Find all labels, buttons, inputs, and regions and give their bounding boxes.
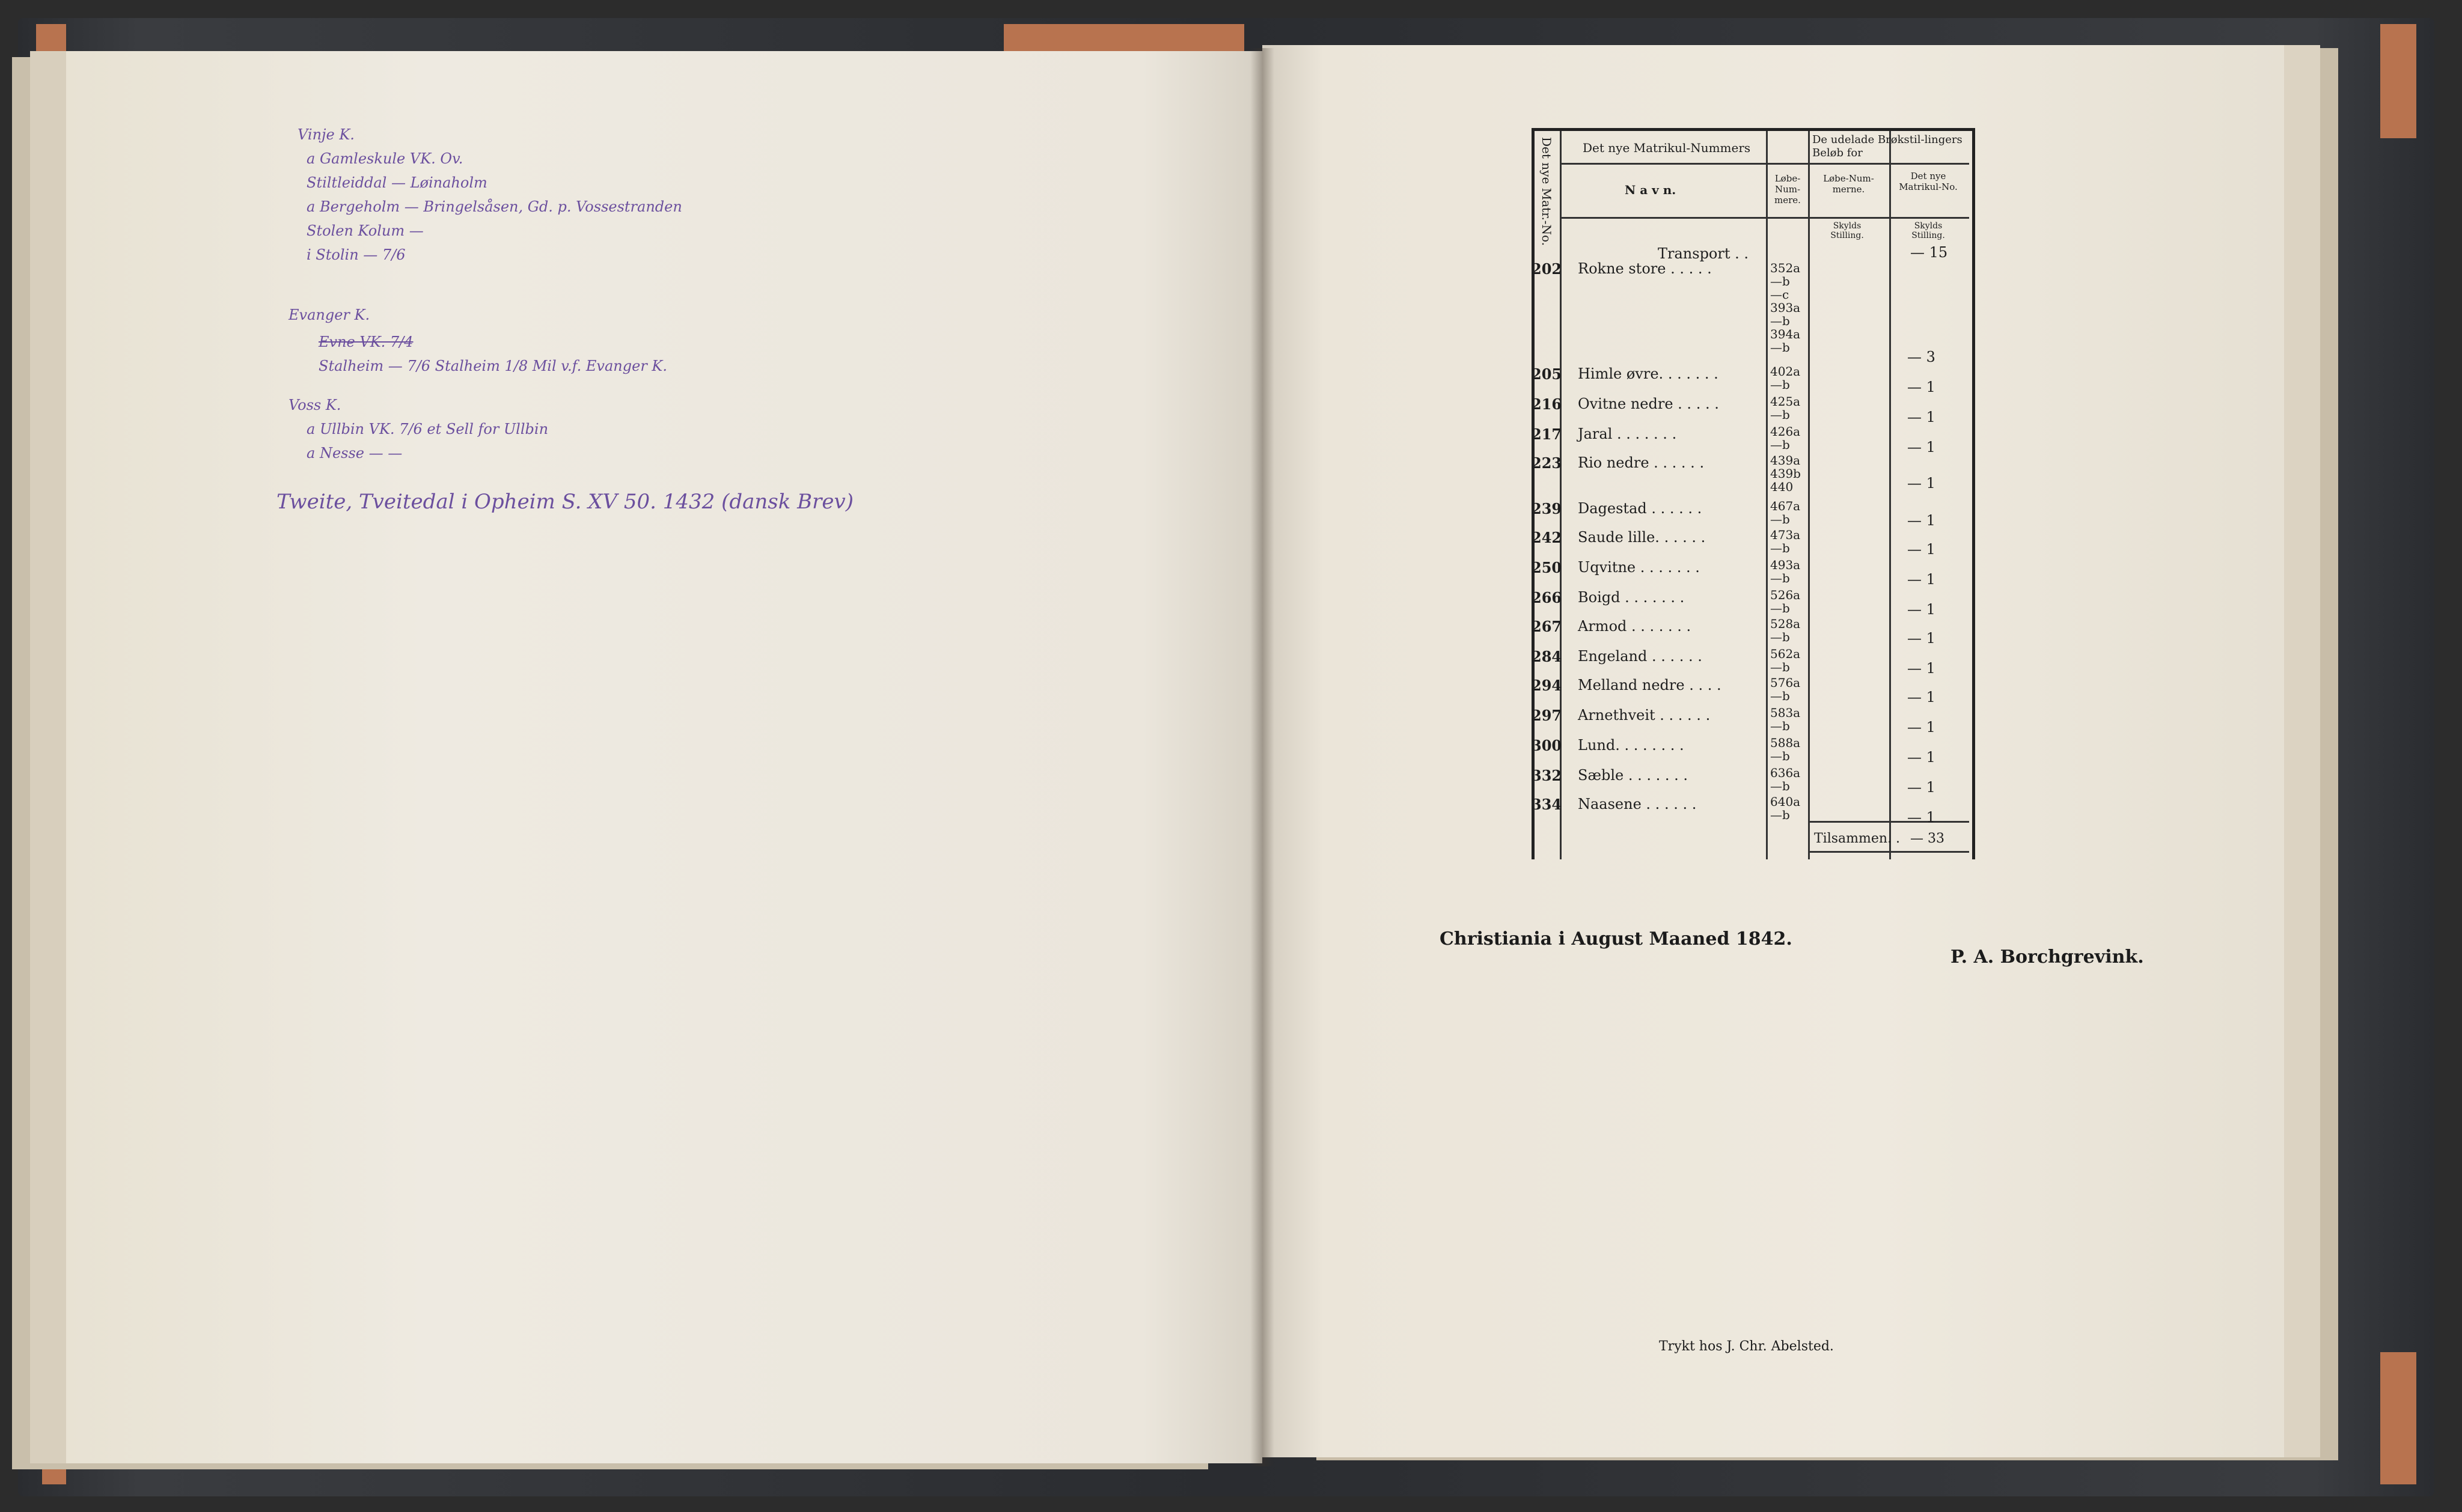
table-row-val: — 1 bbox=[1907, 630, 1935, 647]
corner-top-left bbox=[36, 24, 66, 168]
col-divider bbox=[1889, 131, 1891, 859]
table-row-lobe: 393a bbox=[1770, 300, 1801, 315]
table-row-nr: 267 bbox=[1532, 618, 1562, 635]
table-row-val: — 1 bbox=[1907, 660, 1935, 677]
table-row-navn: Armod . . . . . . . bbox=[1578, 618, 1691, 635]
table-row-lobe: —b bbox=[1770, 571, 1790, 585]
table-row-nr: 242 bbox=[1532, 529, 1562, 546]
table-row-val: — 1 bbox=[1907, 749, 1935, 766]
table-row-nr: 334 bbox=[1532, 796, 1562, 813]
table-row-nr: 266 bbox=[1532, 589, 1562, 606]
note-line: i Stolin — 7/6 bbox=[307, 246, 406, 263]
table-row-lobe: 426a bbox=[1770, 424, 1801, 439]
table-row-val: — 1 bbox=[1907, 689, 1935, 706]
corner-bottom-left bbox=[42, 1364, 66, 1484]
table-row-nr: 239 bbox=[1532, 500, 1562, 517]
printer-imprint: Trykt hos J. Chr. Abelsted. bbox=[1659, 1339, 1834, 1354]
table-row-val: — 1 bbox=[1907, 779, 1935, 796]
header-lobe: Løbe-Num-mere. bbox=[1774, 173, 1801, 206]
table-row-navn: Saude lille. . . . . . bbox=[1578, 529, 1706, 546]
corner-top-right bbox=[2380, 24, 2416, 138]
header-nr: Det nye Matr.-No. bbox=[1539, 137, 1554, 246]
table-row-lobe: —b bbox=[1770, 660, 1790, 674]
note-line: a Nesse — — bbox=[307, 445, 403, 462]
row-divider bbox=[1808, 821, 1969, 823]
table-row-lobe: —b bbox=[1770, 689, 1790, 703]
table-row-lobe: 352a bbox=[1770, 261, 1801, 275]
table-row-val: — 1 bbox=[1907, 379, 1935, 395]
table-row-navn: Naasene . . . . . . bbox=[1578, 796, 1697, 812]
table-row-nr: 216 bbox=[1532, 395, 1562, 413]
table-row-lobe: —b bbox=[1770, 407, 1790, 422]
table-row-val: — 1 bbox=[1907, 601, 1935, 618]
table-row-navn: Boigd . . . . . . . bbox=[1578, 589, 1685, 606]
place-date: Christiania i August Maaned 1842. bbox=[1440, 928, 1792, 950]
table-row-navn: Arnethveit . . . . . . bbox=[1578, 707, 1711, 724]
left-page bbox=[66, 51, 1262, 1463]
gutter-shadow bbox=[1250, 48, 1274, 1466]
note-line-struck: Evne VK. 7/4 bbox=[319, 334, 414, 350]
table-row-lobe: 425a bbox=[1770, 394, 1801, 409]
table-row-lobe: 402a bbox=[1770, 364, 1801, 379]
table-row-navn: Rio nedre . . . . . . bbox=[1578, 454, 1705, 471]
table-row-lobe: 526a bbox=[1770, 588, 1801, 602]
note-line: Voss K. bbox=[289, 397, 341, 413]
col-divider bbox=[1808, 131, 1810, 859]
table-row-navn: Sæble . . . . . . . bbox=[1578, 767, 1688, 784]
col-divider bbox=[1766, 131, 1768, 859]
row-divider bbox=[1560, 163, 1969, 165]
transport-label: Transport . . bbox=[1658, 245, 1749, 262]
table-row-lobe: 562a bbox=[1770, 647, 1801, 661]
table-row-val: — 1 bbox=[1907, 809, 1935, 826]
table-row-lobe: 467a bbox=[1770, 499, 1801, 513]
table-row-nr: 300 bbox=[1532, 737, 1562, 754]
note-line: a Gamleskule VK. Ov. bbox=[307, 150, 463, 167]
total-label: Tilsammen. . bbox=[1814, 831, 1901, 846]
table-row-nr: 297 bbox=[1532, 707, 1562, 724]
note-line: Tweite, Tveitedal i Opheim S. XV 50. 1432 (dansk Brev) bbox=[276, 490, 854, 514]
table-row-lobe: —b bbox=[1770, 274, 1790, 288]
note-line: Stolen Kolum — bbox=[307, 222, 424, 239]
signature: P. A. Borchgrevink. bbox=[1950, 947, 2144, 968]
table-row-lobe: —b bbox=[1770, 541, 1790, 555]
spine-top-tab bbox=[1004, 24, 1244, 54]
table-row-nr: 223 bbox=[1532, 454, 1562, 472]
table-row-val: — 1 bbox=[1907, 719, 1935, 736]
row-divider bbox=[1808, 851, 1969, 853]
table-row-nr: 217 bbox=[1532, 425, 1562, 443]
table-row-lobe: —b bbox=[1770, 630, 1790, 644]
note-line: a Bergeholm — Bringelsåsen, Gd. p. Vossestranden bbox=[307, 198, 682, 215]
table-row-lobe: 440 bbox=[1770, 480, 1794, 494]
table-row-lobe: —b bbox=[1770, 808, 1790, 822]
table-row-lobe: —b bbox=[1770, 340, 1790, 355]
table-row-lobe: —b bbox=[1770, 601, 1790, 615]
table-row-nr: 332 bbox=[1532, 767, 1562, 784]
table-row-navn: Himle øvre. . . . . . . bbox=[1578, 365, 1718, 382]
header-lobe2: Løbe-Num-merne. bbox=[1823, 173, 1874, 195]
table-row-nr: 205 bbox=[1532, 365, 1562, 383]
header-skylds2: Skylds Stilling. bbox=[1911, 221, 1945, 240]
table-row-lobe: 528a bbox=[1770, 617, 1801, 631]
table-row-val: — 1 bbox=[1907, 571, 1935, 588]
total-value: — 33 bbox=[1910, 831, 1944, 846]
table-row-lobe: 493a bbox=[1770, 558, 1801, 572]
table-row-lobe: 640a bbox=[1770, 794, 1801, 809]
table-row-lobe: 636a bbox=[1770, 766, 1801, 780]
note-line: Evanger K. bbox=[289, 306, 370, 323]
note-line: Stalheim — 7/6 Stalheim 1/8 Mil v.f. Evanger K. bbox=[319, 358, 667, 374]
table-row-navn: Ovitne nedre . . . . . bbox=[1578, 395, 1719, 412]
table-row-lobe: 439a bbox=[1770, 453, 1801, 468]
table-row-lobe: —b bbox=[1770, 377, 1790, 392]
table-row-val: — 1 bbox=[1907, 512, 1935, 529]
table-row-lobe: 588a bbox=[1770, 736, 1801, 750]
table-row-nr: 294 bbox=[1532, 677, 1562, 694]
table-row-lobe: —b bbox=[1770, 512, 1790, 526]
table-row-lobe: —b bbox=[1770, 749, 1790, 763]
table-row-navn: Uqvitne . . . . . . . bbox=[1578, 559, 1700, 576]
header-group-new: Det nye Matrikul-Nummers bbox=[1583, 141, 1751, 155]
note-line: Vinje K. bbox=[298, 126, 355, 143]
table-row-navn: Jaral . . . . . . . bbox=[1578, 425, 1677, 442]
header-group-udelade: De udelade Brøkstil-lingers Beløb for bbox=[1812, 133, 1963, 159]
table-row-lobe: —b bbox=[1770, 779, 1790, 793]
row-divider bbox=[1560, 217, 1969, 219]
note-line: a Ullbin VK. 7/6 et Sell for Ullbin bbox=[307, 421, 549, 437]
table-row-nr: 284 bbox=[1532, 648, 1562, 665]
table-row-val: — 1 bbox=[1907, 409, 1935, 425]
header-nymatr: Det nye Matrikul-No. bbox=[1899, 171, 1958, 192]
table-row-val: — 3 bbox=[1907, 349, 1935, 365]
note-line: Stiltleiddal — Løinaholm bbox=[307, 174, 487, 191]
table-row-val: — 1 bbox=[1907, 439, 1935, 456]
transport-value: — 15 bbox=[1910, 244, 1948, 261]
table-row-navn: Dagestad . . . . . . bbox=[1578, 500, 1702, 517]
table-row-lobe: 583a bbox=[1770, 706, 1801, 720]
header-skylds1: Skylds Stilling. bbox=[1830, 221, 1864, 240]
table-row-navn: Lund. . . . . . . . bbox=[1578, 737, 1684, 754]
table-row-val: — 1 bbox=[1907, 541, 1935, 558]
table-row-lobe: 473a bbox=[1770, 528, 1801, 542]
table-row-lobe: 394a bbox=[1770, 327, 1801, 341]
table-row-lobe: —b bbox=[1770, 719, 1790, 733]
table-row-navn: Melland nedre . . . . bbox=[1578, 677, 1721, 694]
table-row-val: — 1 bbox=[1907, 475, 1935, 492]
table-row-nr: 250 bbox=[1532, 559, 1562, 576]
table-row-navn: Engeland . . . . . . bbox=[1578, 648, 1702, 665]
table-row-lobe: —b bbox=[1770, 437, 1790, 452]
table-row-nr: 202 bbox=[1532, 260, 1562, 278]
corner-bottom-right bbox=[2380, 1352, 2416, 1484]
table-row-lobe: —c bbox=[1770, 287, 1789, 302]
matrikul-table bbox=[1532, 128, 1975, 859]
table-row-navn: Rokne store . . . . . bbox=[1578, 260, 1712, 277]
header-navn: N a v n. bbox=[1625, 183, 1676, 197]
table-row-lobe: 439b bbox=[1770, 466, 1801, 481]
table-row-lobe: —b bbox=[1770, 314, 1790, 328]
table-row-lobe: 576a bbox=[1770, 675, 1801, 690]
